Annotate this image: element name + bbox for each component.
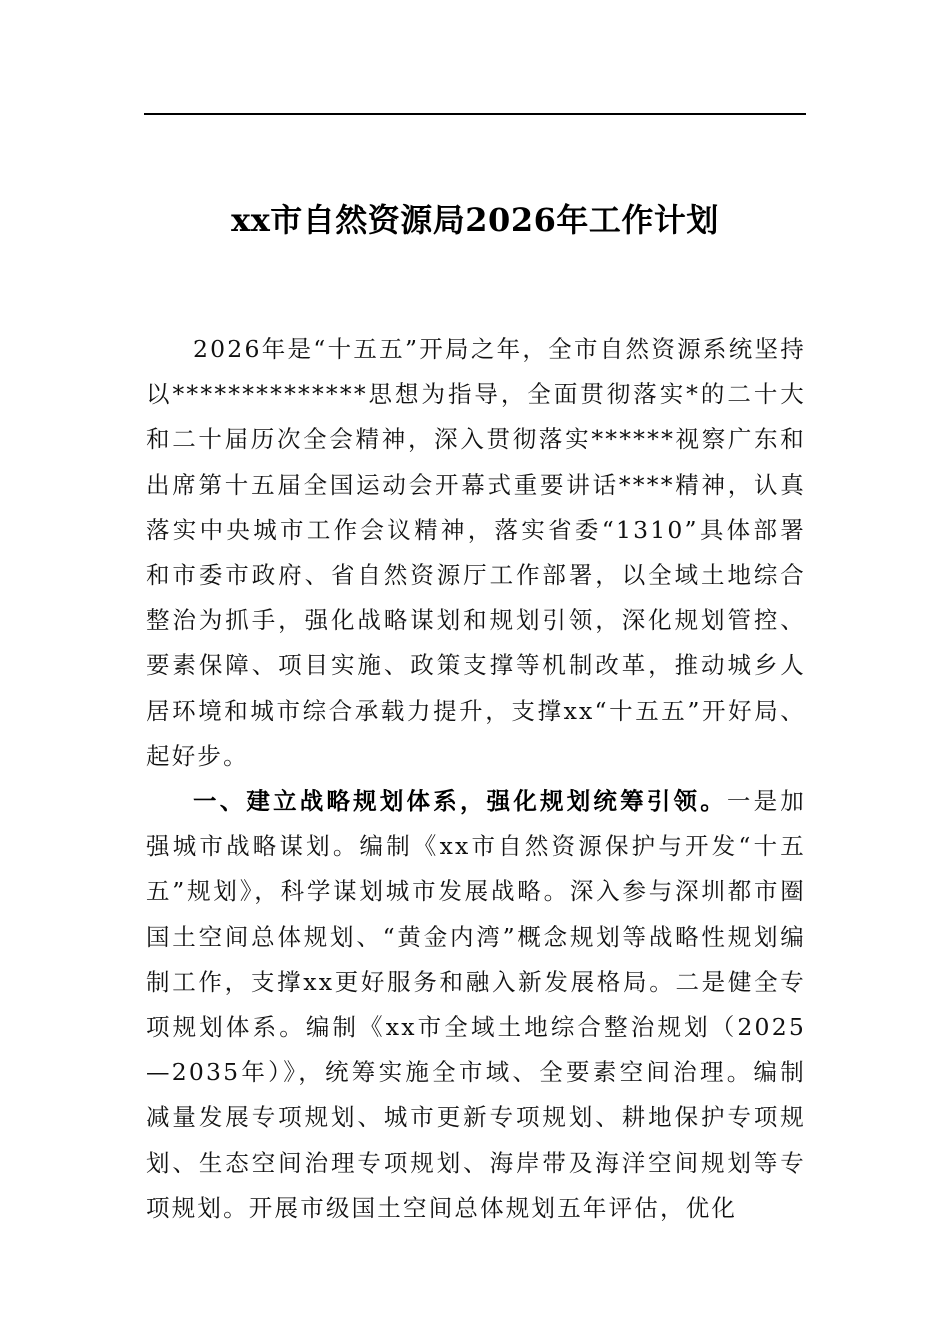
section-one-heading: 一、建立战略规划体系，强化规划统筹引领。 (193, 787, 727, 816)
document-title: xx市自然资源局2026年工作计划 (231, 201, 719, 239)
intro-paragraph (146, 327, 806, 779)
section-one-text: 一是加强城市战略谋划。编制《xx市自然资源保护与开发“十五五”规划》，科学谋划城市发展战略。深入参与深圳都市圈国土空间总体规划、“黄金内湾”概念规划等战略性规划编制工作，支撑xx更好服务和融入新发展格局。二是健全专项规划体系。编制《xx市全域土地综合整治规划（2025—2035年）》，统筹实施全市域、全要素空间治理。编制减量发展专项规划、城市更新专项规划、耕地保护专项规划、生态空间治理专项规划、海岸带及海洋空间规划等专项规划。开展市级国土空间总体规划五年评估，优化 (146, 787, 806, 1222)
header-rule (144, 113, 806, 115)
document-body (146, 327, 806, 1231)
intro-text: 2026年是“十五五”开局之年，全市自然资源系统坚持以**************思想为指导，全面贯彻落实*的二十大和二十届历次全会精神，深入贯彻落实******视察广东和出席第十五届全国运动会开幕式重要讲话****精神，认真落实中央城市工作会议精神，落实省委“1310”具体部署和市委市政府、省自然资源厅工作部署，以全域土地综合整治为抓手，强化战略谋划和规划引领，深化规划管控、要素保障、项目实施、政策支撑等机制改革，推动城乡人居环境和城市综合承载力提升，支撑xx“十五五”开好局、起好步。 (146, 335, 806, 770)
section-one-paragraph (146, 779, 806, 1231)
